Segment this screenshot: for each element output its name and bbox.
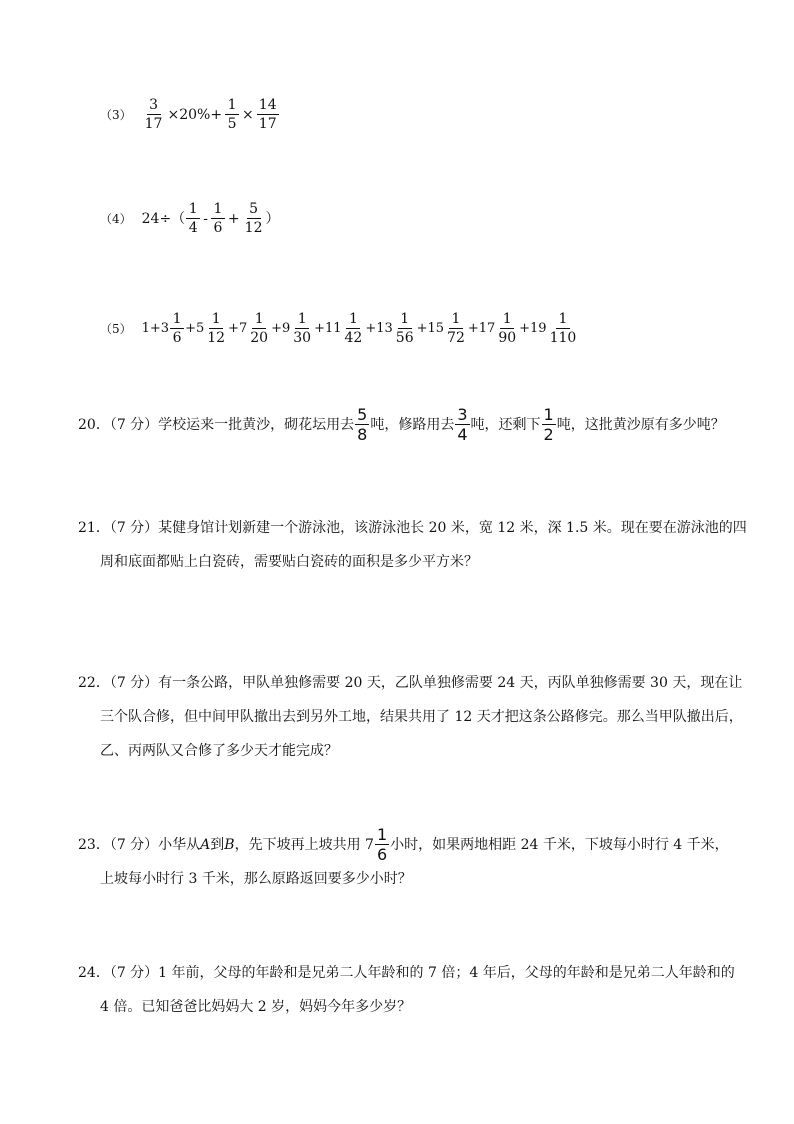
operator: ×20%+ (167, 106, 223, 123)
fraction: $\frac{1}{110}$ (549, 311, 577, 346)
mixed-term: 1+3 (141, 321, 170, 336)
fraction: $\frac{1}{6}$ (376, 825, 388, 864)
fraction: $\frac{1}{6}$ (211, 202, 225, 235)
mixed-term: +17 (467, 321, 496, 336)
operator: - (203, 210, 208, 227)
problem-label: （3） (100, 107, 132, 122)
question-24 (78, 956, 735, 1024)
question-text: 21．（7 分）某健身馆计划新建一个游泳池，该游泳池长 20 米，宽 12 米，深 1.5 米。现在要在游泳池的四 (78, 520, 747, 536)
operator: + (227, 210, 240, 227)
problem-4 (100, 202, 279, 235)
question-text: 24．（7 分）1 年前，父母的年龄和是兄弟二人年龄和的 7 倍；4 年后，父母的年龄和是兄弟二人年龄和的 (78, 965, 735, 981)
question-22 (78, 666, 743, 768)
fraction: $\frac{3}{17}$ (144, 97, 163, 132)
fraction: $\frac{1}{72}$ (447, 311, 465, 346)
question-text: 三个队合修，但中间甲队撤出去到另外工地，结果共用了 12 天才把这条公路修完。那么当甲队撤出后， (100, 709, 743, 725)
problem-5 (100, 312, 579, 345)
mixed-term: +15 (416, 321, 445, 336)
fraction: $\frac{1}{4}$ (186, 202, 200, 235)
mixed-term: +13 (365, 321, 393, 336)
problem-label: （4） (100, 211, 132, 226)
fraction: $\frac{5}{12}$ (244, 201, 263, 236)
problem-label: （5） (100, 321, 132, 336)
fraction: $\frac{1}{12}$ (207, 311, 226, 346)
mixed-term: +7 (228, 321, 248, 336)
fraction: $\frac{5}{8}$ (357, 405, 368, 444)
fraction: $\frac{1}{6}$ (170, 312, 184, 345)
fraction: $\frac{1}{2}$ (543, 405, 554, 444)
question-23: 23．（7 分）小华从 A 到 B ，先下坡再上坡共用 7 $\frac{1}{6}$ 小时，如果两地相距 24 千米，下坡每小时行 4 千米， 上坡每小时行 3 千米，那么原路返回要多少小时？ (78, 828, 728, 896)
fraction: $\frac{1}{20}$ (250, 311, 269, 346)
question-text: 22．（7 分）有一条公路，甲队单独修需要 20 天，乙队单独修需要 24 天，丙队单独修需要 30 天，现在让 (78, 675, 743, 691)
operator: × (242, 106, 254, 123)
mixed-term: +9 (271, 321, 291, 336)
problem-3 (100, 98, 280, 131)
question-text: 乙、丙两队又合修了多少天才能完成？ (100, 743, 338, 759)
mixed-term: +19 (519, 321, 547, 336)
question-text: 周和底面都贴上白瓷砖，需要贴白瓷砖的面积是多少平方米？ (100, 554, 478, 570)
fraction: $\frac{1}{42}$ (344, 311, 363, 346)
fraction: $\frac{1}{90}$ (498, 311, 517, 346)
fraction: $\frac{14}{17}$ (258, 97, 277, 132)
fraction: $\frac{1}{5}$ (225, 98, 239, 131)
fraction: $\frac{1}{30}$ (293, 311, 312, 346)
expression-suffix: ） (265, 210, 280, 227)
question-21 (78, 511, 747, 579)
question-text: 上坡每小时行 3 千米，那么原路返回要多少小时？ (100, 871, 412, 887)
mixed-term: +5 (185, 321, 205, 336)
question-20: 20．（7 分）学校运来一批黄沙，砌花坛用去 $\frac{5}{8}$ 吨，修路用去 $\frac{3}{4}$ 吨，还剩下 $\frac{1}{2}$ 吨，这批黄沙原有多少吨？ (78, 405, 725, 444)
fraction: $\frac{1}{56}$ (395, 311, 414, 346)
question-text: 4 倍。已知爸爸比妈妈大 2 岁，妈妈今年多少岁？ (100, 999, 412, 1015)
mixed-term: +11 (314, 321, 342, 336)
fraction: $\frac{3}{4}$ (457, 405, 468, 444)
expression-prefix: 24÷（ (141, 210, 186, 227)
